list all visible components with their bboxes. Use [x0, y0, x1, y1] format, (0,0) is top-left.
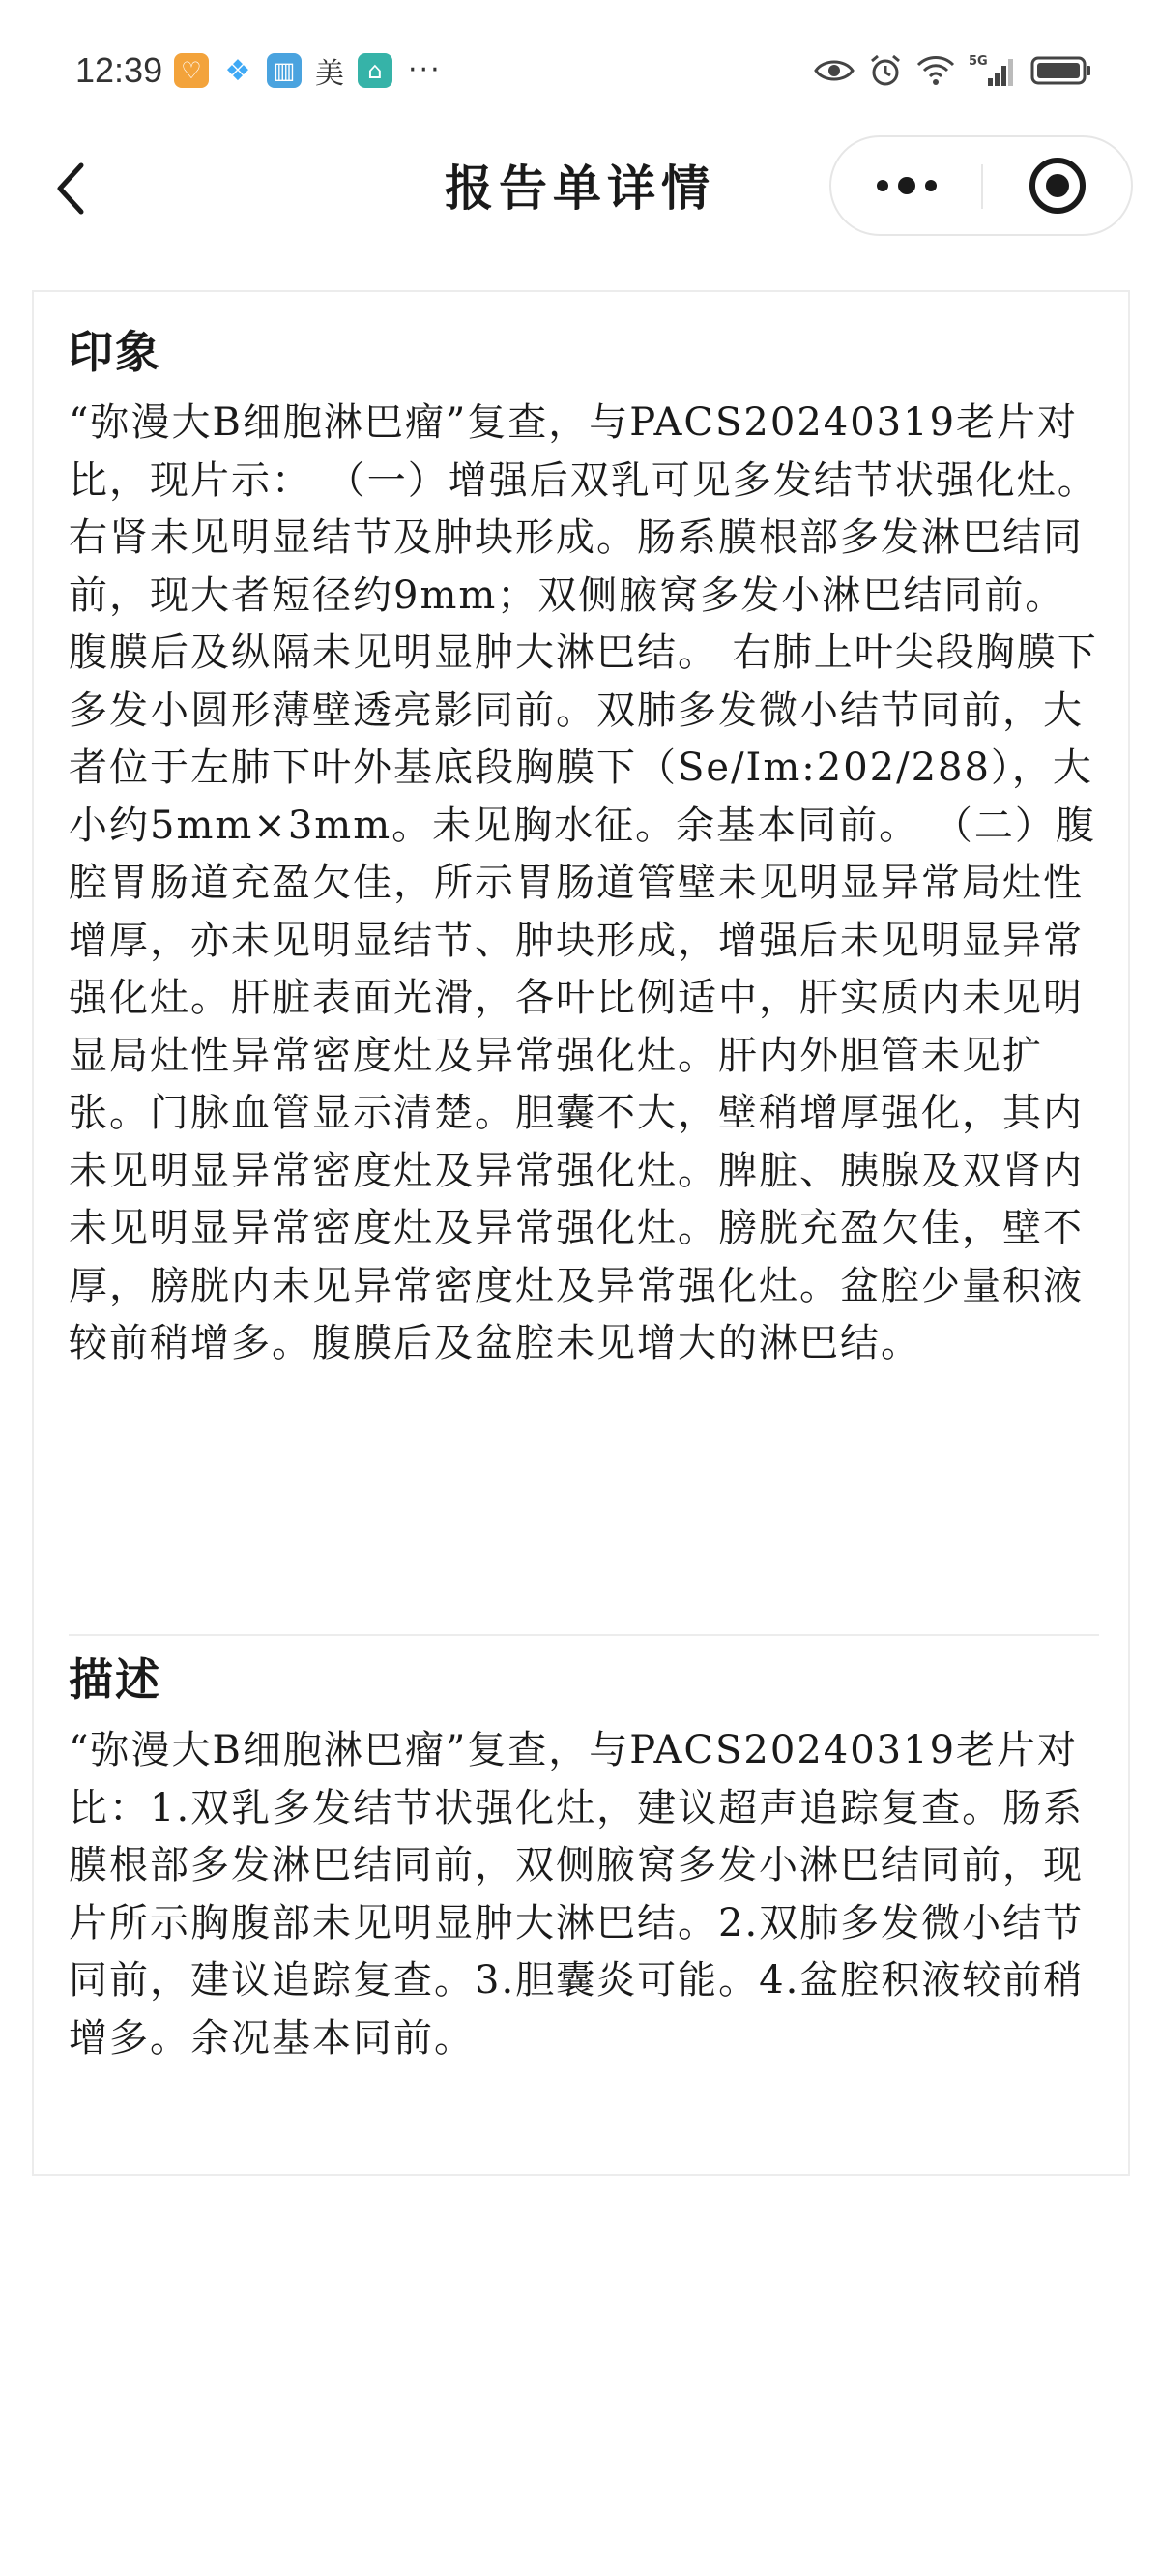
close-button[interactable]	[983, 137, 1131, 234]
status-bar	[0, 0, 1160, 135]
nav-bar	[0, 135, 1160, 242]
alarm-icon	[868, 53, 903, 88]
status-system-icons	[814, 48, 1092, 93]
description-body: “弥漫大B细胞淋巴瘤”复查，与PACS20240319老片对比：1.双乳多发结节状强化灶，建议超声追踪复查。肠系膜根部多发淋巴结同前，双侧腋窝多发小淋巴结同前，现片所示胸腹部未见明显肿大淋巴结。2.双肺多发微小结节同前，建议追踪复查。3.胆囊炎可能。4.盆腔积液较前稍增多。余况基本同前。	[69, 1728, 1085, 2061]
eye-icon	[814, 56, 855, 85]
section-divider	[69, 1634, 1099, 1636]
book-app-icon: ▥	[267, 53, 302, 88]
more-dots-icon	[873, 176, 941, 195]
pinwheel-app-icon: ❖	[220, 53, 255, 88]
battery-icon	[1030, 55, 1092, 86]
more-notifications-icon: ···	[408, 53, 442, 87]
report-card	[32, 290, 1130, 2176]
impression-section	[69, 323, 1099, 1373]
impression-body: “弥漫大B细胞淋巴瘤”复查，与PACS20240319老片对比，现片示： （一）增强后双乳可见多发结节状强化灶。右肾未见明显结节及肿块形成。肠系膜根部多发淋巴结同前，现大者短径约9mm；双侧腋窝多发小淋巴结同前。腹膜后及纵隔未见明显肿大淋巴结。 右肺上叶尖段胸膜下多发小圆形薄壁透亮影同前。双肺多发微小结节同前，大者位于左肺下叶外基底段胸膜下（Se/Im:202/288），大小约5mm×3mm。未见胸水征。余基本同前。 （二）腹腔胃肠道充盈欠佳，所示胃肠道管壁未见明显异常局灶性增厚，亦未见明显结节、肿块形成，增强后未见明显异常强化灶。肝脏表面光滑，各叶比例适中，肝实质内未见明显局灶性异常密度灶及异常强化灶。肝内外胆管未见扩张。门脉血管显示清楚。胆囊不大，壁稍增厚强化，其内未见明显异常密度灶及异常强化灶。脾脏、胰腺及双肾内未见明显异常密度灶及异常强化灶。膀胱充盈欠佳，壁不厚，膀胱内未见异常密度灶及异常强化灶。盆腔少量积液较前稍增多。腹膜后及盆腔未见增大的淋巴结。	[69, 400, 1098, 1365]
description-section	[69, 1651, 1099, 2067]
status-app-icons	[174, 53, 442, 91]
more-button[interactable]	[831, 137, 981, 234]
page-title: 报告单详情	[445, 160, 715, 217]
mini-program-capsule	[829, 135, 1133, 236]
home-app-icon: ⌂	[358, 53, 392, 88]
impression-heading: 印象	[69, 326, 161, 378]
signal-5g-label: 5G	[969, 54, 988, 69]
wifi-icon	[916, 55, 955, 86]
meituan-app-icon: 美	[313, 53, 346, 88]
signal-5g-icon	[969, 53, 1017, 88]
coupon-app-icon: ♡	[174, 53, 209, 88]
target-close-icon	[1027, 155, 1088, 217]
status-time: 12:39	[75, 50, 163, 90]
description-heading: 描述	[69, 1654, 161, 1706]
